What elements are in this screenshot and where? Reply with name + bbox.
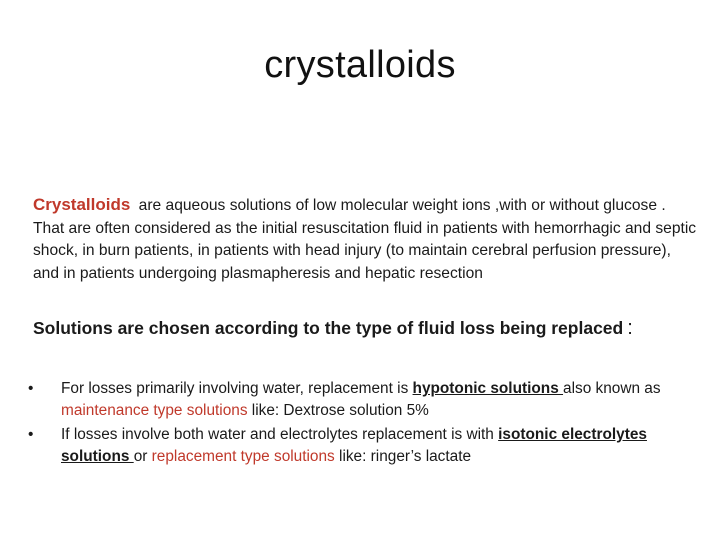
bullet-text-part: like: ringer’s lactate [334, 447, 472, 465]
subheading-colon: : [627, 317, 633, 339]
bullet-list [28, 378, 698, 470]
bullet-highlight: replacement type solutions [151, 447, 335, 465]
bullet-icon: • [28, 380, 34, 397]
list-item [28, 424, 698, 467]
intro-paragraph [33, 194, 698, 285]
bullet-text-part: also known as [563, 380, 661, 397]
bullet-text-part: For losses primarily involving water, replacement is [61, 380, 413, 397]
slide-title: crystalloids [264, 44, 456, 86]
bullet-text-part: or [133, 447, 152, 465]
bullet-emphasis: isotonic electrolytes solutions [61, 426, 647, 465]
intro-text: are aqueous solutions of low molecular weight ions ,with or without glucose . That are often considered as the initial resuscitation fluid in patients with hemorrhagic and septic shock, in burn patients, in patients with head injury (to maintain cerebral perfusion pressure), and in patients undergoing plasmapheresis and hepatic resection [33, 197, 697, 282]
subheading [33, 314, 693, 343]
bullet-emphasis: hypotonic solutions [412, 380, 564, 397]
bullet-highlight: maintenance type solutions [61, 401, 248, 419]
list-item [28, 378, 698, 421]
bullet-icon: • [28, 426, 34, 443]
bullet-text-part: If losses involve both water and electrolytes replacement is with [61, 426, 499, 443]
subheading-text: Solutions are chosen according to the type of fluid loss being replaced [33, 318, 624, 338]
term-crystalloids: Crystalloids [33, 195, 131, 214]
bullet-text-part: like: Dextrose solution 5% [247, 401, 429, 419]
